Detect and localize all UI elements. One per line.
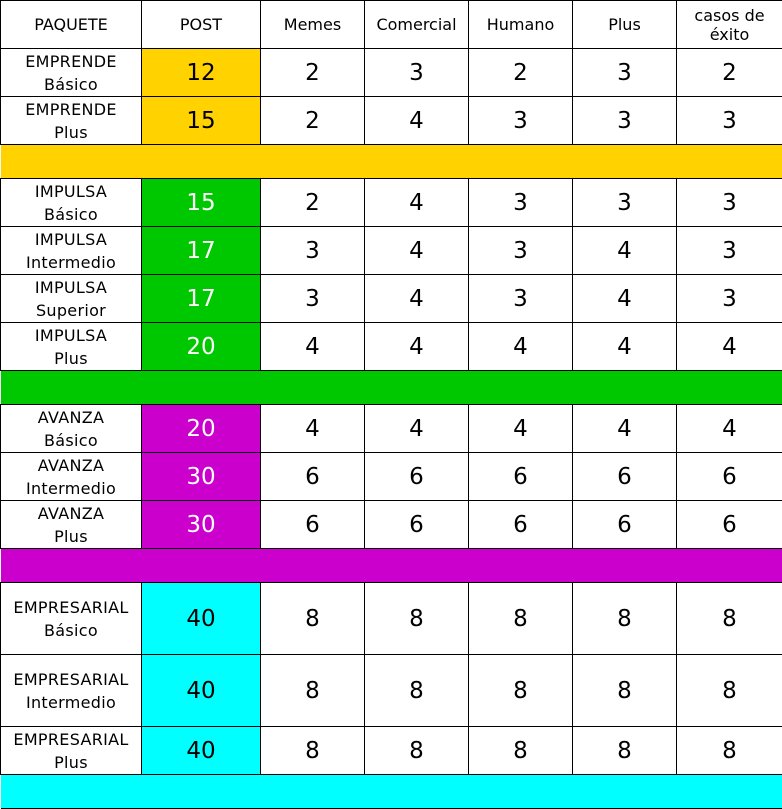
package-name-cell xyxy=(1,727,142,775)
post-count: 15 xyxy=(142,179,261,227)
group-separator xyxy=(1,371,782,405)
memes-count: 2 xyxy=(261,49,365,97)
plus-count: 3 xyxy=(573,49,677,97)
memes-count: 3 xyxy=(261,227,365,275)
group-separator xyxy=(1,145,782,179)
package-name: EMPRENDE xyxy=(1,98,141,121)
humano-count: 3 xyxy=(469,275,573,323)
casos-count: 3 xyxy=(677,97,782,145)
header-paquete: PAQUETE xyxy=(1,1,142,49)
package-name: EMPRENDE xyxy=(1,50,141,73)
table-row xyxy=(1,179,782,227)
plus-count: 6 xyxy=(573,501,677,549)
memes-count: 6 xyxy=(261,453,365,501)
comercial-count: 8 xyxy=(365,727,469,775)
package-name: AVANZA xyxy=(1,454,141,477)
package-name: IMPULSA xyxy=(1,324,141,347)
comercial-count: 4 xyxy=(365,97,469,145)
package-name-cell xyxy=(1,275,142,323)
post-count: 40 xyxy=(142,727,261,775)
comercial-count: 8 xyxy=(365,655,469,727)
post-count: 17 xyxy=(142,227,261,275)
plus-count: 8 xyxy=(573,655,677,727)
casos-count: 6 xyxy=(677,501,782,549)
casos-count: 3 xyxy=(677,275,782,323)
package-tier: Plus xyxy=(1,347,141,370)
package-name-cell xyxy=(1,323,142,371)
plus-count: 3 xyxy=(573,97,677,145)
table-row xyxy=(1,583,782,655)
post-count: 20 xyxy=(142,323,261,371)
package-tier: Básico xyxy=(1,203,141,226)
group-color-bar xyxy=(1,549,782,583)
table-row xyxy=(1,655,782,727)
package-tier: Básico xyxy=(1,73,141,96)
humano-count: 6 xyxy=(469,501,573,549)
casos-count: 8 xyxy=(677,583,782,655)
plus-count: 4 xyxy=(573,405,677,453)
humano-count: 8 xyxy=(469,655,573,727)
group-color-bar xyxy=(1,371,782,405)
post-count: 30 xyxy=(142,501,261,549)
table-row xyxy=(1,227,782,275)
humano-count: 4 xyxy=(469,323,573,371)
table-row xyxy=(1,275,782,323)
memes-count: 6 xyxy=(261,501,365,549)
header-memes: Memes xyxy=(261,1,365,49)
package-tier: Plus xyxy=(1,121,141,144)
header-humano: Humano xyxy=(469,1,573,49)
table-row xyxy=(1,97,782,145)
comercial-count: 4 xyxy=(365,275,469,323)
casos-count: 3 xyxy=(677,227,782,275)
package-name: EMPRESARIAL xyxy=(1,668,141,691)
table-row xyxy=(1,405,782,453)
package-name: EMPRESARIAL xyxy=(1,596,141,619)
plus-count: 6 xyxy=(573,453,677,501)
package-name-cell xyxy=(1,405,142,453)
package-tier: Plus xyxy=(1,751,141,774)
table-row xyxy=(1,501,782,549)
memes-count: 4 xyxy=(261,405,365,453)
post-count: 17 xyxy=(142,275,261,323)
package-name: EMPRESARIAL xyxy=(1,728,141,751)
post-count: 20 xyxy=(142,405,261,453)
comercial-count: 4 xyxy=(365,227,469,275)
post-count: 15 xyxy=(142,97,261,145)
group-separator xyxy=(1,549,782,583)
plus-count: 4 xyxy=(573,275,677,323)
casos-count: 6 xyxy=(677,453,782,501)
package-name-cell xyxy=(1,49,142,97)
humano-count: 3 xyxy=(469,227,573,275)
memes-count: 2 xyxy=(261,179,365,227)
comercial-count: 4 xyxy=(365,405,469,453)
memes-count: 8 xyxy=(261,583,365,655)
package-tier: Básico xyxy=(1,619,141,642)
package-tier: Intermedio xyxy=(1,477,141,500)
memes-count: 8 xyxy=(261,655,365,727)
header-plus: Plus xyxy=(573,1,677,49)
table-row xyxy=(1,323,782,371)
comercial-count: 3 xyxy=(365,49,469,97)
plus-count: 8 xyxy=(573,727,677,775)
humano-count: 2 xyxy=(469,49,573,97)
comercial-count: 4 xyxy=(365,323,469,371)
post-count: 40 xyxy=(142,583,261,655)
memes-count: 4 xyxy=(261,323,365,371)
header-post: POST xyxy=(142,1,261,49)
package-name-cell xyxy=(1,501,142,549)
header-comercial: Comercial xyxy=(365,1,469,49)
memes-count: 2 xyxy=(261,97,365,145)
plus-count: 3 xyxy=(573,179,677,227)
package-tier: Básico xyxy=(1,429,141,452)
casos-count: 8 xyxy=(677,655,782,727)
package-tier: Superior xyxy=(1,299,141,322)
package-name-cell xyxy=(1,97,142,145)
casos-count: 8 xyxy=(677,727,782,775)
plus-count: 8 xyxy=(573,583,677,655)
table-row xyxy=(1,453,782,501)
post-count: 40 xyxy=(142,655,261,727)
group-color-bar xyxy=(1,775,782,809)
comercial-count: 6 xyxy=(365,453,469,501)
package-name-cell xyxy=(1,583,142,655)
casos-count: 3 xyxy=(677,179,782,227)
package-name: IMPULSA xyxy=(1,180,141,203)
package-name-cell xyxy=(1,453,142,501)
humano-count: 8 xyxy=(469,583,573,655)
plus-count: 4 xyxy=(573,227,677,275)
memes-count: 8 xyxy=(261,727,365,775)
package-name-cell xyxy=(1,179,142,227)
group-color-bar xyxy=(1,145,782,179)
package-tier: Intermedio xyxy=(1,251,141,274)
humano-count: 6 xyxy=(469,453,573,501)
package-name: IMPULSA xyxy=(1,276,141,299)
package-name: AVANZA xyxy=(1,502,141,525)
humano-count: 4 xyxy=(469,405,573,453)
package-name-cell xyxy=(1,655,142,727)
casos-count: 4 xyxy=(677,405,782,453)
package-tier: Plus xyxy=(1,525,141,548)
table-row xyxy=(1,727,782,775)
plus-count: 4 xyxy=(573,323,677,371)
comercial-count: 4 xyxy=(365,179,469,227)
casos-count: 2 xyxy=(677,49,782,97)
post-count: 30 xyxy=(142,453,261,501)
header-casos-de-exito: casos de éxito xyxy=(677,1,782,49)
humano-count: 3 xyxy=(469,97,573,145)
memes-count: 3 xyxy=(261,275,365,323)
package-tier: Intermedio xyxy=(1,691,141,714)
post-count: 12 xyxy=(142,49,261,97)
humano-count: 3 xyxy=(469,179,573,227)
comercial-count: 8 xyxy=(365,583,469,655)
package-name: IMPULSA xyxy=(1,228,141,251)
group-separator xyxy=(1,775,782,809)
casos-count: 4 xyxy=(677,323,782,371)
table-row xyxy=(1,49,782,97)
package-name-cell xyxy=(1,227,142,275)
comercial-count: 6 xyxy=(365,501,469,549)
humano-count: 8 xyxy=(469,727,573,775)
package-name: AVANZA xyxy=(1,406,141,429)
